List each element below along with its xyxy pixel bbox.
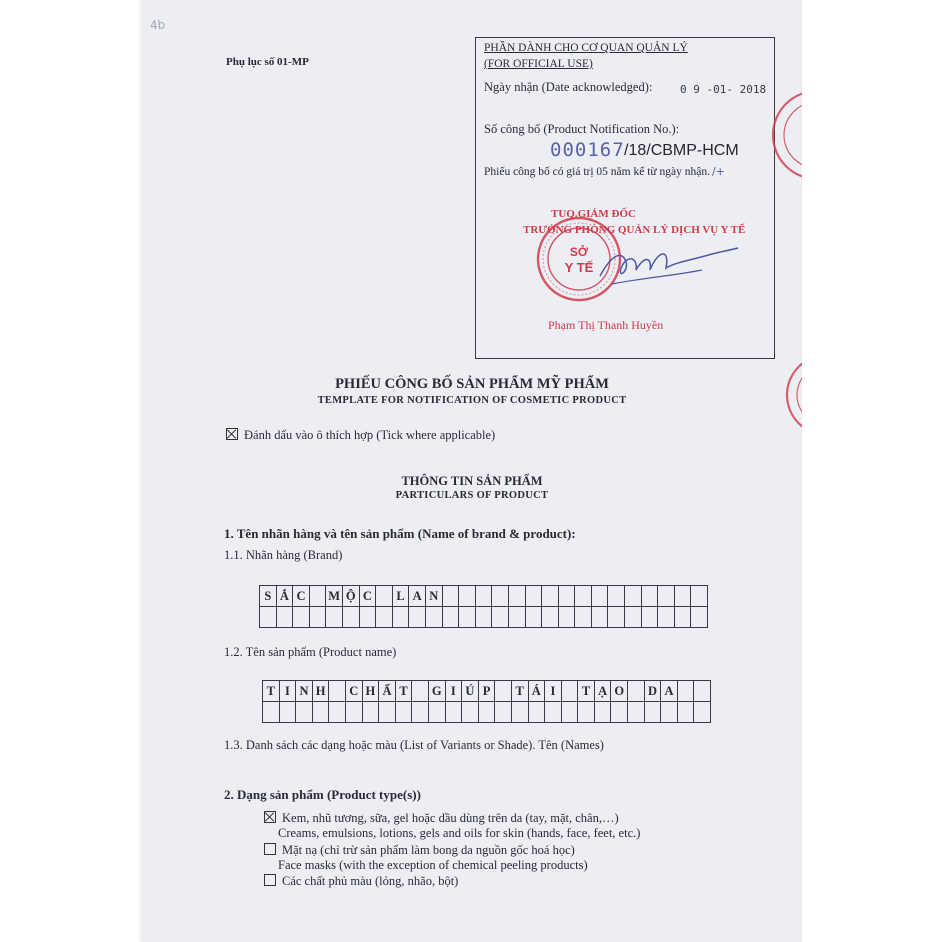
checkbox-checked-icon[interactable]	[264, 811, 276, 823]
date-acknowledged-stamp: 0 9 -01- 2018	[680, 83, 767, 96]
grid-cell	[677, 681, 694, 702]
grid-cell	[392, 607, 409, 628]
signer-name: Phạm Thị Thanh Huyền	[548, 318, 664, 332]
grid-cell	[661, 702, 678, 723]
grid-cell	[342, 607, 359, 628]
grid-cell	[475, 586, 492, 607]
section-1-heading: 1. Tên nhãn hàng và tên sản phẩm (Name of brand & product):	[224, 526, 576, 541]
grid-cell	[542, 607, 559, 628]
grid-cell: O	[611, 681, 628, 702]
seal-text-top: SỞ	[569, 245, 589, 259]
grid-cell	[428, 702, 445, 723]
grid-cell: P	[478, 681, 495, 702]
grid-cell	[525, 586, 542, 607]
product-type-option-1[interactable]: Kem, nhũ tương, sữa, gel hoặc dầu dùng trên da (tay, mặt, chân,…)	[264, 811, 619, 826]
grid-cell	[329, 681, 346, 702]
grid-cell	[674, 586, 691, 607]
grid-cell	[279, 702, 296, 723]
grid-cell	[691, 586, 708, 607]
grid-cell	[263, 702, 280, 723]
form-title-en: TEMPLATE FOR NOTIFICATION OF COSMETIC PRODUCT	[317, 395, 627, 406]
grid-cell	[395, 702, 412, 723]
grid-cell: Ấ	[379, 681, 396, 702]
grid-cell	[508, 607, 525, 628]
grid-cell	[558, 607, 575, 628]
grid-cell	[442, 586, 459, 607]
grid-cell	[625, 607, 642, 628]
grid-cell	[694, 681, 711, 702]
signature-icon	[592, 236, 742, 296]
grid-cell: T	[511, 681, 528, 702]
grid-cell	[691, 607, 708, 628]
appendix-number: Phụ lục số 01-MP	[226, 56, 309, 68]
grid-cell: T	[263, 681, 280, 702]
pencil-mark: 4b	[149, 17, 166, 33]
grid-cell	[492, 607, 509, 628]
grid-cell: C	[293, 586, 310, 607]
handwritten-mark: /+	[711, 165, 725, 178]
grid-cell	[508, 586, 525, 607]
notification-number-label: Số công bố (Product Notification No.):	[484, 122, 680, 136]
grid-cell: I	[279, 681, 296, 702]
grid-cell: N	[296, 681, 313, 702]
product-grid-row-empty	[263, 702, 711, 723]
grid-cell: G	[428, 681, 445, 702]
checkbox-icon[interactable]	[264, 843, 276, 855]
grid-cell	[495, 681, 512, 702]
grid-cell	[591, 586, 608, 607]
grid-cell	[511, 702, 528, 723]
grid-cell	[591, 607, 608, 628]
particulars-title: THÔNG TIN SẢN PHẨM	[401, 474, 543, 488]
brand-label: 1.1. Nhãn hàng (Brand)	[224, 548, 343, 562]
grid-cell	[525, 607, 542, 628]
grid-cell	[376, 607, 393, 628]
product-grid	[262, 680, 711, 723]
grid-cell: Ộ	[342, 586, 359, 607]
grid-cell	[575, 607, 592, 628]
grid-cell	[296, 702, 313, 723]
brand-grid	[259, 585, 708, 628]
grid-cell	[694, 702, 711, 723]
grid-cell	[628, 681, 645, 702]
grid-cell: I	[445, 681, 462, 702]
grid-cell	[644, 702, 661, 723]
grid-cell	[641, 607, 658, 628]
grid-cell	[578, 702, 595, 723]
grid-cell	[362, 702, 379, 723]
grid-cell	[309, 586, 326, 607]
grid-cell: C	[359, 586, 376, 607]
grid-cell	[608, 586, 625, 607]
grid-cell	[561, 702, 578, 723]
grid-cell	[359, 607, 376, 628]
product-type-option-3[interactable]: Các chất phủ màu (lỏng, nhão, bột)	[264, 874, 458, 889]
grid-cell	[611, 702, 628, 723]
brand-grid-row-empty	[260, 607, 708, 628]
grid-cell	[412, 702, 429, 723]
grid-cell	[312, 702, 329, 723]
grid-cell	[658, 586, 675, 607]
brand-grid-row	[260, 586, 708, 607]
grid-cell	[260, 607, 277, 628]
grid-cell	[674, 607, 691, 628]
grid-cell	[379, 702, 396, 723]
variants-label: 1.3. Danh sách các dạng hoặc màu (List of Variants or Shade). Tên (Names)	[224, 738, 604, 752]
official-box-title: PHẦN DÀNH CHO CƠ QUAN QUẢN LÝ	[484, 42, 688, 54]
grid-cell	[495, 702, 512, 723]
grid-cell: H	[362, 681, 379, 702]
particulars-title-en: PARTICULARS OF PRODUCT	[395, 490, 549, 501]
grid-cell	[575, 586, 592, 607]
grid-cell	[641, 586, 658, 607]
grid-cell	[558, 586, 575, 607]
grid-cell: M	[326, 586, 343, 607]
grid-cell: D	[644, 681, 661, 702]
grid-cell	[625, 586, 642, 607]
grid-cell	[608, 607, 625, 628]
grid-cell: H	[312, 681, 329, 702]
grid-cell	[459, 607, 476, 628]
signer-title-2: TRƯỞNG PHÒNG QUẢN LÝ DỊCH VỤ Y TẾ	[523, 224, 746, 236]
grid-cell: A	[409, 586, 426, 607]
grid-cell	[442, 607, 459, 628]
grid-cell	[677, 702, 694, 723]
grid-cell	[445, 702, 462, 723]
grid-cell	[459, 586, 476, 607]
date-acknowledged-label: Ngày nhận (Date acknowledged):	[484, 80, 653, 94]
grid-cell	[462, 702, 479, 723]
grid-cell	[561, 681, 578, 702]
grid-cell	[492, 586, 509, 607]
form-page	[142, 0, 802, 942]
product-type-option-1-en: Creams, emulsions, lotions, gels and oils for skin (hands, face, feet, etc.)	[278, 826, 641, 840]
grid-cell: Ạ	[594, 681, 611, 702]
grid-cell: Ú	[462, 681, 479, 702]
grid-cell	[409, 607, 426, 628]
seal-text-bottom: Y TẾ	[564, 260, 594, 275]
notification-code: /18/CBMP-HCM	[624, 142, 739, 159]
grid-cell: S	[260, 586, 277, 607]
tick-instruction: Đánh dấu vào ô thích hợp (Tick where applicable)	[226, 428, 495, 443]
grid-cell: T	[578, 681, 595, 702]
grid-cell	[425, 607, 442, 628]
official-box-subtitle: (FOR OFFICIAL USE)	[484, 58, 593, 70]
grid-cell	[326, 607, 343, 628]
grid-cell: T	[395, 681, 412, 702]
grid-cell	[309, 607, 326, 628]
validity-note: Phiếu công bố có giá trị 05 năm kể từ ngày nhận. /+	[484, 165, 725, 178]
grid-cell	[528, 702, 545, 723]
grid-cell	[276, 607, 293, 628]
notification-number: 000167	[550, 139, 625, 161]
grid-cell	[345, 702, 362, 723]
grid-cell	[412, 681, 429, 702]
grid-cell	[628, 702, 645, 723]
grid-cell: A	[661, 681, 678, 702]
grid-cell: Á	[528, 681, 545, 702]
grid-cell	[545, 702, 562, 723]
checkbox-checked-icon	[226, 428, 238, 440]
grid-cell	[475, 607, 492, 628]
grid-cell: Ắ	[276, 586, 293, 607]
grid-cell: L	[392, 586, 409, 607]
grid-cell	[594, 702, 611, 723]
grid-cell	[658, 607, 675, 628]
product-grid-row	[263, 681, 711, 702]
form-title: PHIẾU CÔNG BỐ SẢN PHẨM MỸ PHẨM	[335, 376, 609, 392]
section-2-heading: 2. Dạng sản phẩm (Product type(s))	[224, 787, 421, 802]
grid-cell: C	[345, 681, 362, 702]
checkbox-icon[interactable]	[264, 874, 276, 886]
edge-seal-icon	[767, 85, 802, 185]
grid-cell	[542, 586, 559, 607]
grid-cell	[376, 586, 393, 607]
grid-cell	[478, 702, 495, 723]
official-use-box	[475, 37, 775, 359]
grid-cell	[293, 607, 310, 628]
signer-title-1: TUQ.GIÁM ĐỐC	[551, 208, 636, 220]
grid-cell: I	[545, 681, 562, 702]
product-type-option-2-en: Face masks (with the exception of chemical peeling products)	[278, 858, 588, 872]
grid-cell	[329, 702, 346, 723]
product-name-label: 1.2. Tên sản phẩm (Product name)	[224, 645, 397, 659]
grid-cell: N	[425, 586, 442, 607]
product-type-option-2[interactable]: Mặt nạ (chỉ trừ sản phẩm làm bong da nguồn gốc hoá học)	[264, 843, 575, 858]
